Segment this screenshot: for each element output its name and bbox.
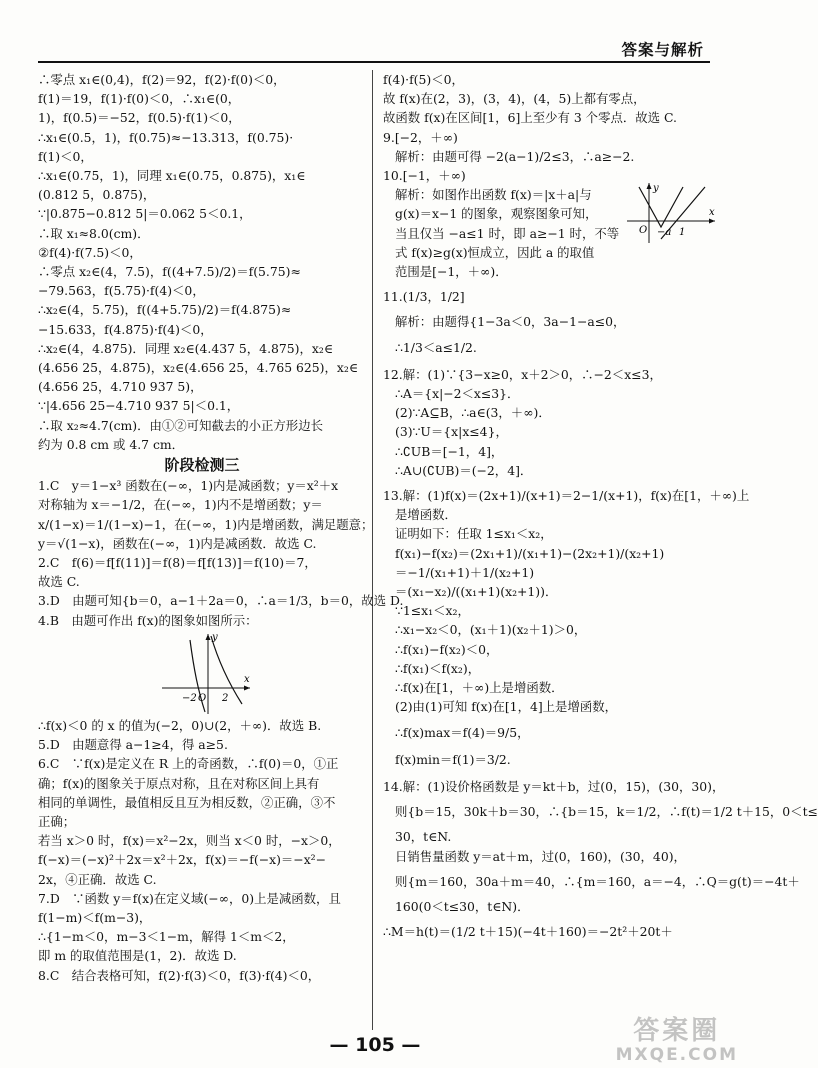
text-line: ∴取 x₂≈4.7(cm)．由①②可知截去的小正方形边长 [38, 417, 323, 433]
y-axis-label: y [212, 631, 218, 643]
text-line: f(4)·f(5)＜0， [383, 72, 464, 87]
text-line: −79.563，f(5.75)·f(4)＜0， [38, 283, 205, 299]
text-line: ∴1/3＜a≤1/2. [395, 339, 477, 355]
text-line: (3)∵U＝{x|x≤4}， [395, 424, 508, 440]
text-line: 11.(1/3，1/2] [383, 289, 465, 305]
tick-label-2: 2 [222, 692, 229, 704]
answer-line: f(−x)＝(−x)²＋2x＝x²＋2x，f(x)＝−f(−x)＝−x²− [38, 852, 327, 868]
text-line: ∴f(x₁)−f(x₂)＜0， [395, 641, 499, 657]
x-axis-label: x [244, 673, 250, 685]
text-line: 12.解：(1)∵{3−x≥0，x＋2＞0，∴−2＜x≤3， [383, 366, 662, 382]
text-line: 则{m＝160，30a＋m＝40，∴{m＝160，a＝−4，∴Q＝g(t)＝−4t＋ [395, 873, 800, 889]
answer-line: 2.C f(6)＝f[f(11)]＝f(8)＝f[f(13)]＝f(10)＝7， [38, 555, 317, 571]
section-title: 阶段检测三 [164, 456, 240, 475]
text-line: ∴x₂∈(4，5.75)，f((4+5.75)/2)＝f(4.875)≈ [38, 302, 292, 318]
answer-line: 正确； [38, 813, 76, 829]
text-line: 日销售量函数 y＝at＋m，过(0，160)，(30，40)， [395, 848, 686, 864]
text-line: ∵1≤x₁＜x₂， [395, 603, 470, 619]
text-line: 160(0＜t≤30，t∈N)． [395, 898, 530, 914]
text-line: (0.812 5，0.875)， [38, 187, 156, 203]
text-line: 故 f(x)在(2，3)，(3，4)，(4，5)上都有零点， [383, 91, 646, 107]
text-line: ②f(4)·f(7.5)＜0， [38, 244, 142, 260]
answer-line: ∴{1−m＜0，m−3＜1−m，解得 1＜m＜2， [38, 929, 295, 945]
text-line: f(x)min＝f(1)＝3/2. [395, 751, 511, 767]
function-graph-figure [38, 630, 366, 716]
text-line: ＝(x₁−x₂)/((x₁+1)(x₂+1))． [395, 584, 558, 600]
header-title: 答案与解析 [621, 41, 704, 59]
abs-function-figure [625, 181, 717, 245]
left-column [38, 70, 404, 985]
page-number: — 105 — [329, 1034, 421, 1056]
column-divider [372, 70, 373, 1030]
text-line: 1)，f(0.5)＝−52，f(0.5)·f(1)＜0， [38, 110, 241, 126]
text-line: ∵|4.656 25−4.710 937 5|＜0.1， [38, 398, 240, 414]
answer-line: 相同的单调性，最值相反且互为相反数，②正确，③不 [38, 794, 336, 810]
answer-line: 故选 C. [38, 574, 80, 590]
answer-line: 若当 x＞0 时，f(x)＝x²−2x，则当 x＜0 时，−x＞0， [38, 833, 341, 849]
text-line: 9.[−2，＋∞) [383, 129, 458, 145]
text-line: (2)∵A⊆B，∴a∈(3，＋∞)． [395, 405, 551, 421]
text-line: f(1)＜0， [38, 148, 93, 164]
answer-line: 1.C y＝1−x³ 函数在(−∞，1)内是减函数；y＝x²＋x [38, 478, 339, 494]
text-line: 当且仅当 −a≤1 时，即 a≥−1 时，不等 [395, 225, 620, 241]
text-line: f(x₁)−f(x₂)＝(2x₁+1)/(x₁+1)−(2x₂+1)/(x₂+1) [395, 545, 665, 561]
neg-a-label: −a [657, 227, 672, 239]
y-axis-arrow [206, 634, 211, 640]
text-line: ∴零点 x₁∈(0,4)，f(2)＝92，f(2)·f(0)＜0， [38, 72, 286, 87]
text-line: 13.解：(1)f(x)＝(2x+1)/(x+1)＝2−1/(x+1)，f(x)在[1，＋∞)上 [383, 488, 750, 504]
page-header [38, 34, 710, 64]
watermark-url: MXQE.COM [615, 1045, 738, 1065]
text-line: 是增函数． [395, 507, 457, 523]
answer-line: x/(1−x)＝1/(1−x)−1，在(−∞，1)内是增函数，满足题意； [38, 516, 374, 532]
answer-line: 3.D 由题可知{b＝0，a−1＋2a＝0，∴a＝1/3，b＝0，故选 D. [38, 593, 404, 609]
text-line: ∴x₁∈(0.75，1)，同理 x₁∈(0.75，0.875)，x₁∈ [38, 168, 306, 184]
answer-line: 2x，④正确．故选 C. [38, 871, 157, 887]
header-rule [38, 61, 710, 63]
text-line: 故函数 f(x)在区间[1，6]上至少有 3 个零点．故选 C. [383, 110, 677, 126]
text-line: 证明如下：任取 1≤x₁＜x₂， [395, 526, 553, 542]
right-column [383, 70, 818, 941]
text-line: ＝−1/(x₁+1)＋1/(x₂+1) [395, 564, 535, 580]
text-line: 10.[−1，＋∞) [383, 168, 466, 184]
text-line: (4.656 25，4.710 937 5)， [38, 379, 203, 395]
text-line: ∴零点 x₂∈(4，7.5)，f((4+7.5)/2)＝f(5.75)≈ [38, 264, 301, 280]
text-line: 解析：如图作出函数 f(x)＝|x＋a|与 [395, 187, 592, 203]
answer-line: 6.C ∵f(x)是定义在 R 上的奇函数，∴f(0)＝0，①正 [38, 756, 339, 772]
text-line: ∴A∪(∁UB)＝(−2，4]． [395, 462, 533, 478]
text-line: ∴x₂∈(4，4.875)．同理 x₂∈(4.437 5，4.875)，x₂∈ [38, 340, 334, 356]
text-line: 约为 0.8 cm 或 4.7 cm． [38, 436, 185, 452]
origin-label: O [639, 225, 648, 237]
answer-line: 4.B 由题可作出 f(x)的图象如图所示： [38, 612, 258, 628]
answer-line: 确；f(x)的图象关于原点对称，且在对称区间上具有 [38, 775, 320, 791]
text-line: (4.656 25，4.875)，x₂∈(4.656 25，4.765 625)，x₂∈ [38, 360, 359, 376]
text-line: 式 f(x)≥g(x)恒成立，因此 a 的取值 [395, 244, 595, 260]
text-line: ∴A＝{x|−2＜x≤3}． [395, 386, 520, 402]
text-line: ∴取 x₁≈8.0(cm)． [38, 225, 150, 241]
watermark [616, 1016, 738, 1064]
tick-label-neg2: −2 [182, 692, 197, 704]
text-line: ∴M＝h(t)＝(1/2 t＋15)(−4t＋160)＝−2t²＋20t＋ [383, 924, 673, 940]
text-line: (2)由(1)可知 f(x)在[1，4]上是增函数， [395, 699, 618, 715]
text-line: 解析：由题得{1−3a＜0，3a−1−a≤0， [395, 314, 626, 330]
y-axis-arrow [647, 183, 652, 189]
text-line: −15.633，f(4.875)·f(4)＜0， [38, 321, 213, 337]
answer-line: 5.D 由题意得 a−1≥4，得 a≥5. [38, 737, 228, 753]
text-line: 范围是[−1，＋∞)． [395, 264, 508, 280]
text-line: 则{b＝15，30k＋b＝30，∴{b＝15，k＝1/2，∴f(t)＝1/2 t＋15，0＜t≤ [395, 804, 818, 820]
text-line: ∴x₁∈(0.5，1)，f(0.75)≈−13.313，f(0.75)· [38, 129, 294, 145]
answer-line: ∴f(x)＜0 的 x 的值为(−2，0)∪(2，＋∞)．故选 B. [38, 717, 322, 733]
function-graph [38, 630, 366, 716]
text-line: ∴f(x₁)＜f(x₂)， [395, 660, 481, 676]
text-line: 解析：由题可得 −2(a−1)/2≤3，∴a≥−2. [395, 148, 635, 164]
watermark-logo-text: 答案圈 [633, 1016, 721, 1046]
text-line: ∵|0.875−0.812 5|＝0.062 5＜0.1， [38, 206, 252, 222]
x-axis-label: x [709, 207, 715, 219]
text-line: ∴x₁−x₂＜0，(x₁＋1)(x₂＋1)＞0， [395, 622, 587, 638]
answer-line: 7.D ∵函数 y＝f(x)在定义域(−∞，0)上是减函数，且 [38, 890, 341, 906]
answer-line: 8.C 结合表格可知，f(2)·f(3)＜0，f(3)·f(4)＜0， [38, 967, 321, 983]
text-line: 14.解：(1)设价格函数是 y＝kt＋b，过(0，15)，(30，30)， [383, 778, 725, 794]
answer-line: f(1−m)＜f(m−3)， [38, 909, 152, 925]
text-line: g(x)＝x−1 的图象，观察图象可知， [395, 206, 598, 222]
text-line: 30，t∈N. [395, 829, 452, 845]
origin-label: O [198, 692, 207, 704]
answer-line: 即 m 的取值范围是(1，2)．故选 D. [38, 948, 237, 964]
text-line: ∴∁UB＝[−1，4]， [395, 443, 504, 459]
text-line: f(1)＝19，f(1)·f(0)＜0，∴x₁∈(0， [38, 91, 241, 107]
text-line: ∴f(x)在[1，＋∞)上是增函数． [395, 680, 564, 696]
y-axis-label: y [653, 183, 659, 195]
text-line: ∴f(x)max＝f(4)＝9/5， [395, 724, 530, 740]
answer-line: 对称轴为 x＝−1/2，在(−∞，1)内不是增函数；y＝ [38, 497, 323, 513]
tick-label-1: 1 [679, 227, 686, 239]
abs-function-graph [625, 181, 717, 245]
answer-line: y＝√(1−x)，函数在(−∞，1)内是减函数．故选 C. [38, 535, 317, 551]
x-axis-arrow [709, 219, 715, 224]
x-axis-arrow [244, 685, 250, 690]
